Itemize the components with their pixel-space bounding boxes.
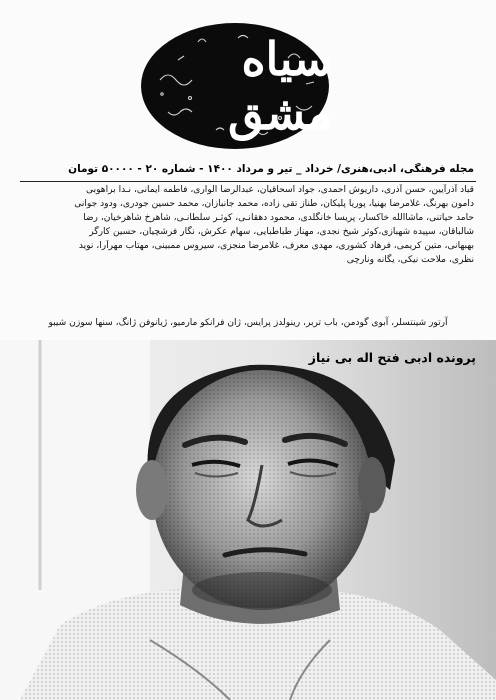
contributors-line: شالباقان، سپیده شهبازی،کوثر شیخ نجدی، مهناز طباطبایی، سهام عکرش، نگار فرشچیان، حسین کارگر (89, 226, 474, 237)
masthead-logo (138, 20, 332, 152)
cover-photo (0, 340, 496, 700)
contributors-list (22, 184, 474, 267)
masthead-title: سیاه مشق (227, 32, 332, 140)
contributors-line: قباد آذرآیین، حسن آذری، داریوش احمدی، جواد اسحاقیان، عبدالرضا الواری، فاطمه ایمانی، نـدا براهوبی (86, 185, 474, 195)
dossier-title: پرونده ادبی فتح اله بی نیاز (308, 350, 476, 365)
divider-rule (20, 181, 476, 182)
contributors-line: نظری، ملاحت نیکی، یگانه ونارچی (346, 254, 474, 265)
issue-info: مجله فرهنگی، ادبی،هنری/ خرداد _ تیر و مرداد ۱۴۰۰ - شماره ۲۰ - ۵۰۰۰۰ تومان (68, 163, 474, 175)
contributors-line: بهبهانی، متین کریمی، فرهاد کشوری، مهدی معرف، غلامرضا منجزی، سیروس ممبینی، مهتاب مهرآرا، نوید (78, 240, 474, 251)
contributors-line: حامد حیاتنی، ماشاالله خاکسار، پریسا خانگلدی، محمود دهقانـی، کوثـر سلطانـی، شاهرخ شاهرخیان، رضا (83, 212, 474, 223)
translated-authors: آرتور شینتسلر، آبوی گودمن، باب تربر، رینولدز پرایس، ژان فرانکو مارمیو، ژیانوفن ژانگ، سنها سوزن شیبو (48, 318, 448, 328)
portrait-illustration (0, 340, 496, 700)
contributors-line: دامون بهرنگ، غلامرضا بهنیا، پوریا پلیکان، طناز تقی زاده، محمد جانبازان، محمد حسین جودری، ودود جوانی (74, 198, 474, 209)
logo-oval (138, 20, 332, 152)
